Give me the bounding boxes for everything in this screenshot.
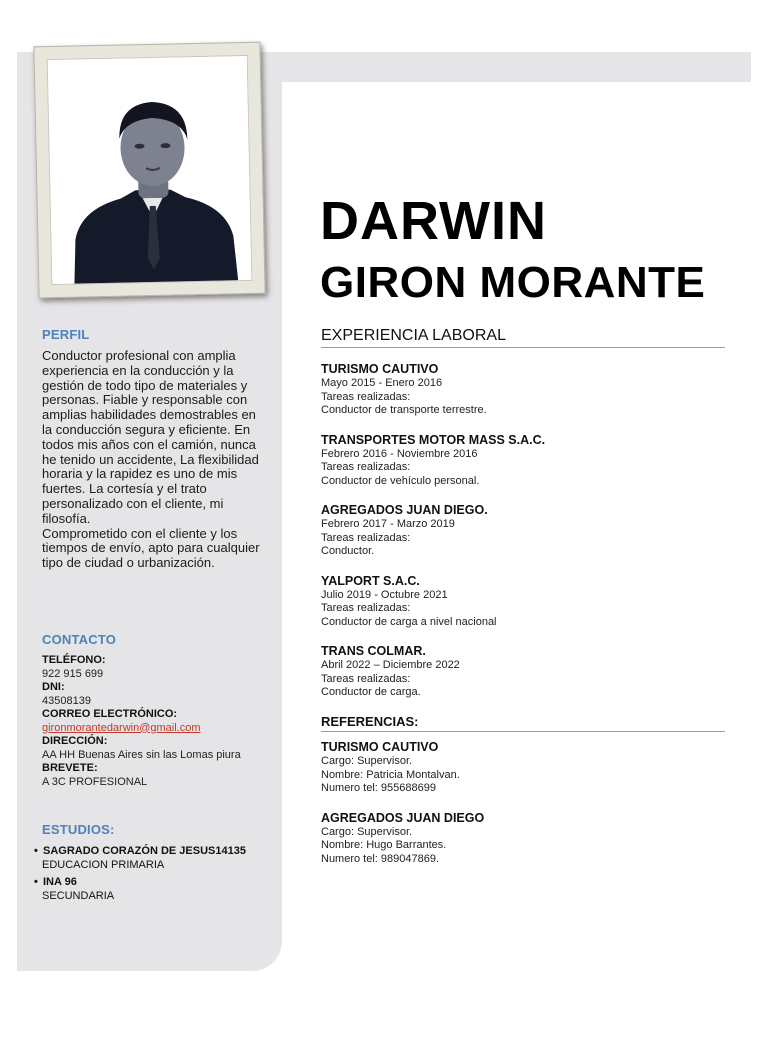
education-item [34, 845, 274, 872]
job-entry [321, 433, 741, 489]
job-tasks-label: Tareas realizadas: [321, 461, 411, 473]
education-item [34, 876, 274, 903]
job-period: Julio 2019 - Octubre 2021 [321, 588, 448, 601]
experience-heading: EXPERIENCIA LABORAL [321, 327, 725, 348]
contact-heading: CONTACTO [42, 632, 117, 647]
education-school: • INA 96 [34, 876, 274, 890]
job-company: TRANSPORTES MOTOR MASS S.A.C. [321, 432, 546, 447]
job-task: Conductor de carga. [321, 686, 421, 698]
license-value: A 3C PROFESIONAL [42, 775, 148, 788]
education-heading: ESTUDIOS: [42, 822, 115, 837]
dni-value: 43508139 [42, 694, 91, 707]
license-label: BREVETE: [42, 762, 98, 774]
job-period: Febrero 2017 - Marzo 2019 [321, 518, 455, 530]
reference-phone: Numero tel: 989047869. [321, 852, 440, 865]
profile-summary: Conductor profesional con amplia experiencia en la conducción y la gestión de todo tipo de materiales y personas. Fiable y responsable con amplias habilidades demostrables en la conducción segura y eficiente. En todos mis años con el camión, nunca he tenido un accidente, La flexibilidad horaria y la rapidez es uno de mis fuertes. La cortesía y el trato personalizado con el cliente, mi filosofía. Comprometido con el cliente y los tiempos de envío, apto para cualquier tipo de ciudad o urbanización. [42, 348, 260, 571]
profile-heading: PERFIL [42, 327, 90, 342]
reference-role: Cargo: Supervisor. [321, 825, 413, 838]
email-label: CORREO ELECTRÓNICO: [42, 708, 178, 720]
profile-photo-frame [33, 42, 265, 299]
reference-name: Nombre: Hugo Barrantes. [321, 839, 447, 851]
education-school: • SAGRADO CORAZÓN DE JESUS14135 [34, 845, 274, 859]
address-label: DIRECCIÓN: [42, 735, 108, 747]
job-company: AGREGADOS JUAN DIEGO. [321, 503, 488, 517]
job-task: Conductor de vehículo personal. [321, 474, 480, 487]
job-period: Abril 2022 – Diciembre 2022 [321, 659, 460, 671]
job-task: Conductor de transporte terrestre. [321, 404, 487, 416]
job-company: TURISMO CAUTIVO [321, 362, 439, 376]
reference-company: AGREGADOS JUAN DIEGO [321, 810, 485, 825]
job-tasks-label: Tareas realizadas: [321, 390, 411, 403]
portrait-image [48, 56, 253, 285]
job-company: TRANS COLMAR. [321, 644, 426, 658]
references-heading: REFERENCIAS: [321, 714, 725, 732]
dni-label: DNI: [42, 681, 65, 693]
reference-entry [321, 740, 741, 796]
education-level: EDUCACION PRIMARIA [42, 858, 165, 871]
reference-entry [321, 811, 741, 867]
job-entry [321, 644, 741, 700]
first-name: DARWIN [320, 191, 547, 251]
education-list [34, 845, 274, 907]
job-period: Mayo 2015 - Enero 2016 [321, 377, 443, 389]
reference-name: Nombre: Patricia Montalvan. [321, 768, 460, 781]
experience-list [321, 362, 741, 715]
job-task: Conductor. [321, 545, 375, 557]
phone-value: 922 915 699 [42, 667, 104, 680]
last-name: GIRON MORANTE [320, 258, 706, 307]
address-value: AA HH Buenas Aires sin las Lomas piura [42, 748, 241, 761]
education-level: SECUNDARIA [42, 889, 115, 902]
header-band [200, 52, 751, 82]
job-entry [321, 574, 741, 630]
job-tasks-label: Tareas realizadas: [321, 672, 411, 685]
job-task: Conductor de carga a nivel nacional [321, 615, 497, 628]
profile-photo [47, 55, 253, 285]
job-entry [321, 503, 741, 559]
job-company: YALPORT S.A.C. [321, 573, 420, 588]
job-period: Febrero 2016 - Noviembre 2016 [321, 447, 478, 460]
email-link[interactable]: gironmorantedarwin@gmail.com [42, 721, 201, 734]
phone-label: TELÉFONO: [42, 654, 106, 666]
reference-company: TURISMO CAUTIVO [321, 740, 439, 754]
job-entry [321, 362, 741, 418]
reference-role: Cargo: Supervisor. [321, 755, 413, 767]
reference-phone: Numero tel: 955688699 [321, 782, 436, 794]
contact-details [42, 654, 272, 789]
job-tasks-label: Tareas realizadas: [321, 602, 411, 614]
job-tasks-label: Tareas realizadas: [321, 531, 411, 544]
references-list [321, 740, 741, 881]
